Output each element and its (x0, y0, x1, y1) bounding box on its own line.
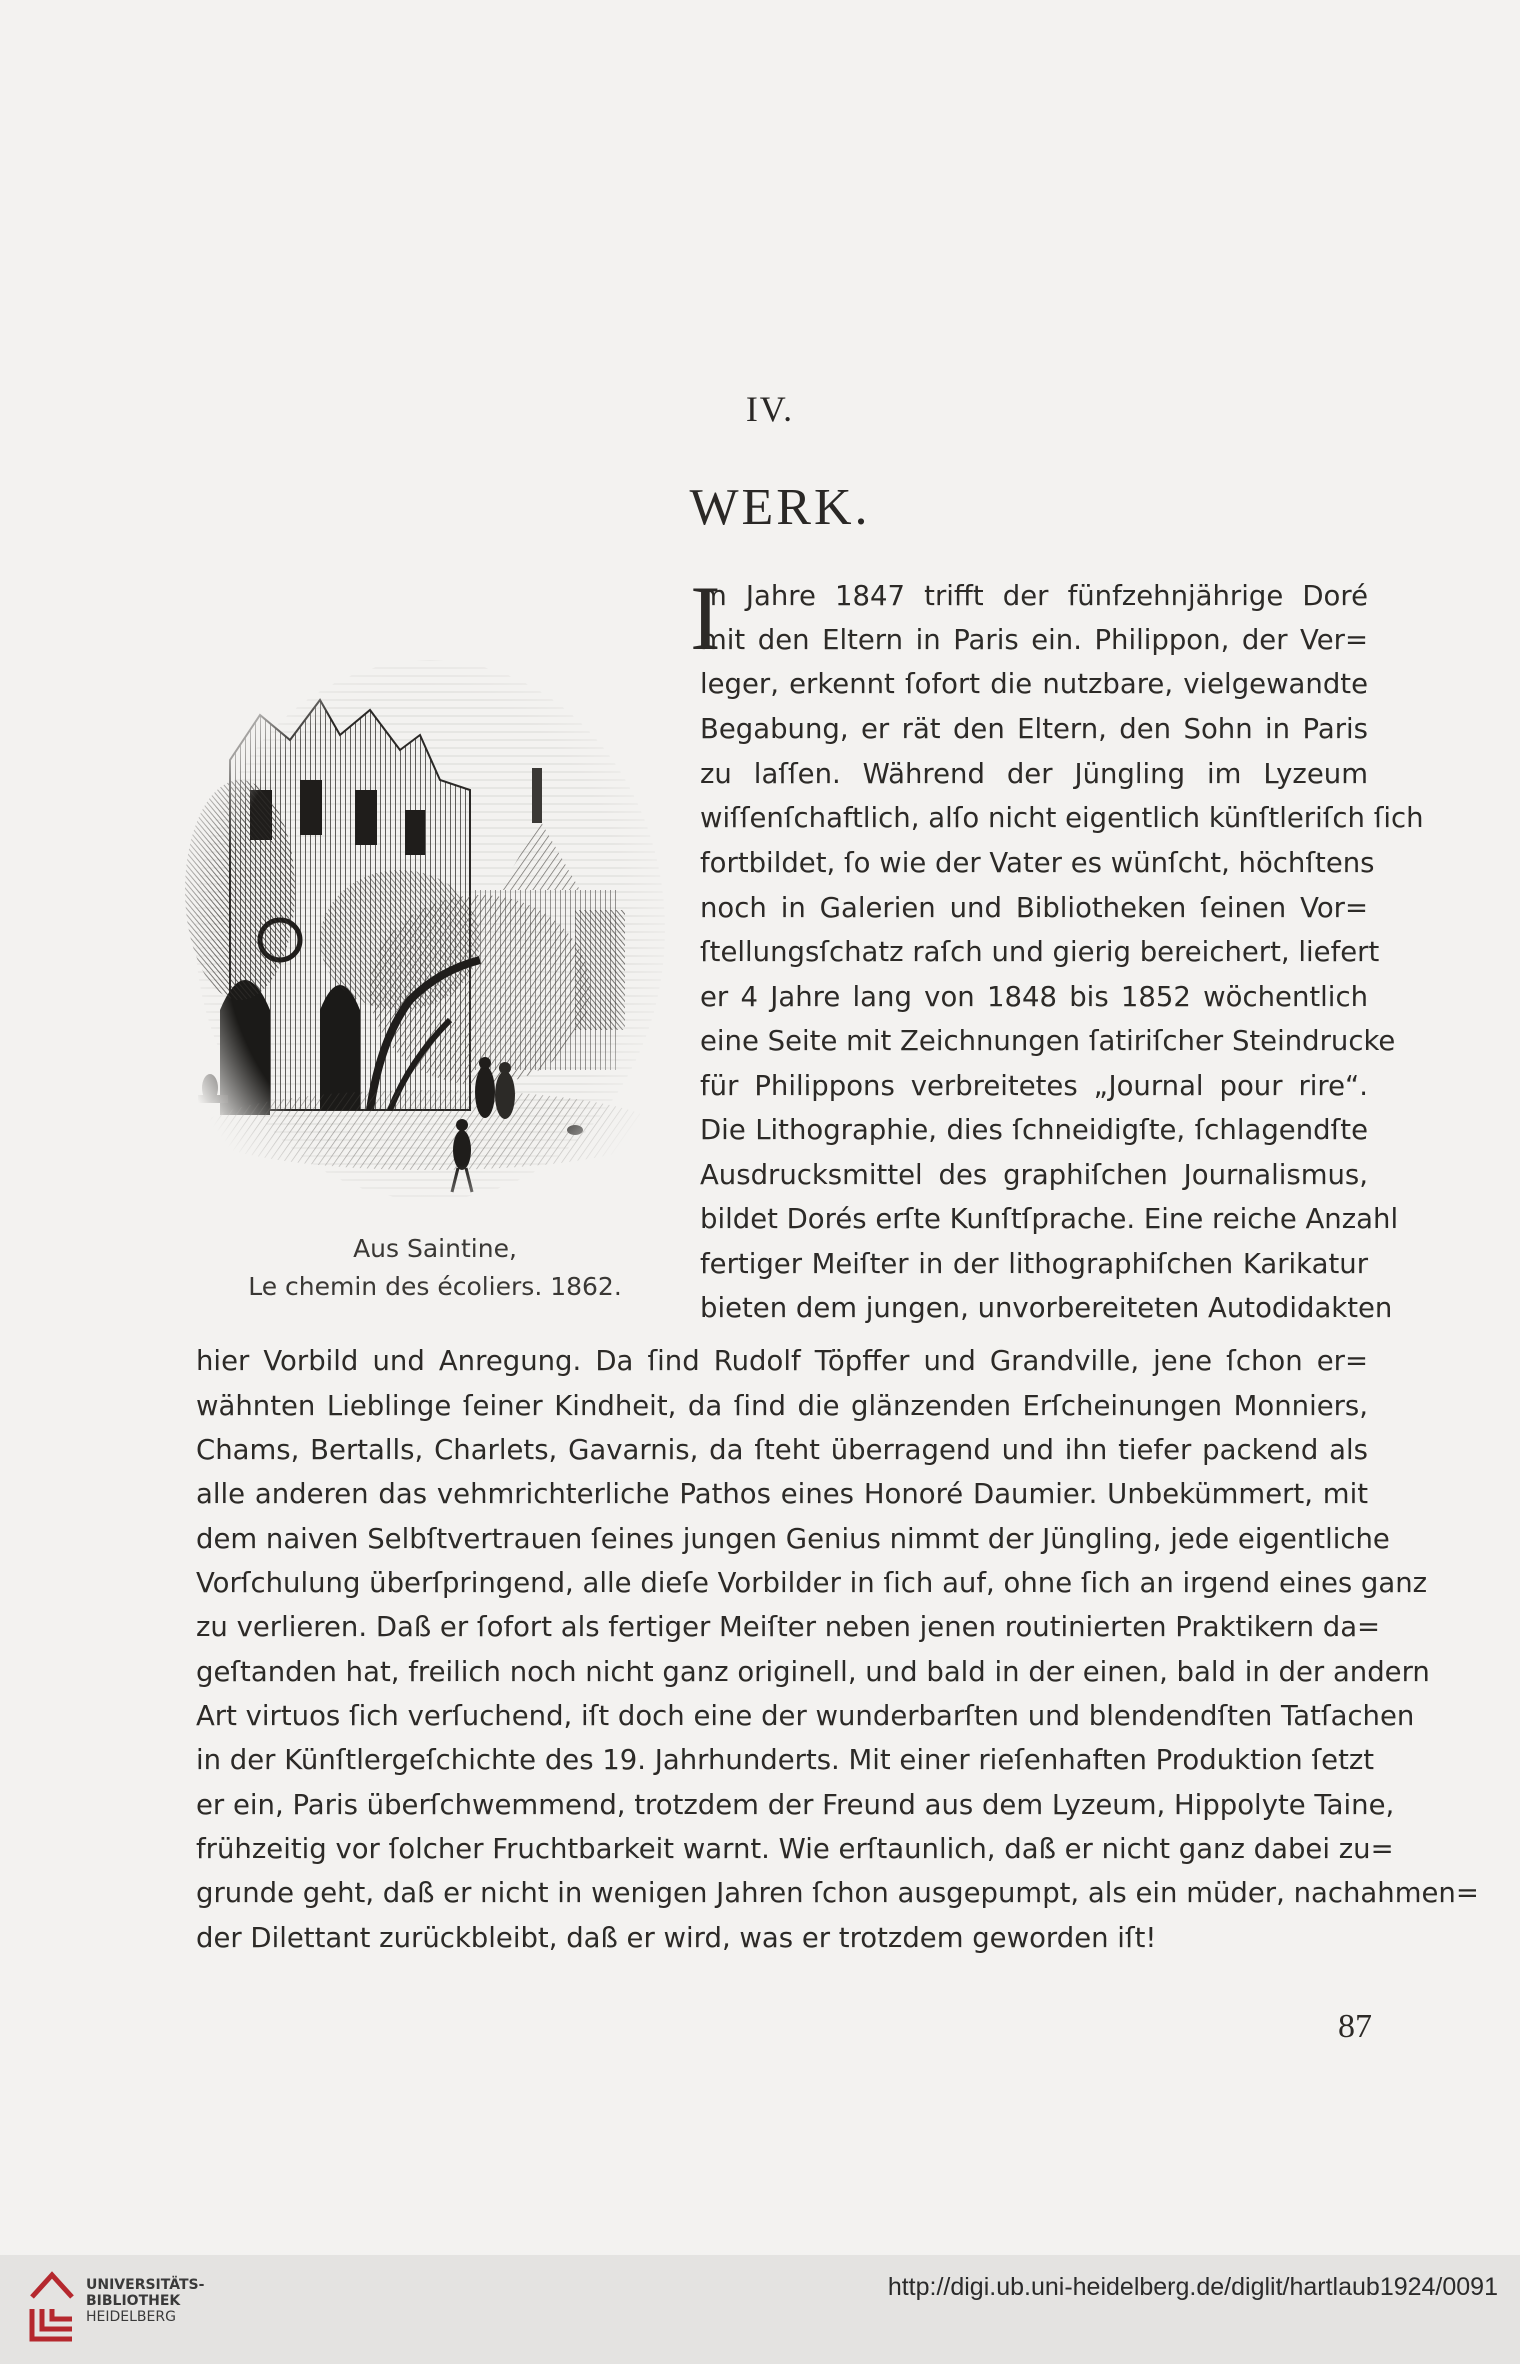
text-line: in der Künſtlergeſchichte des 19. Jahrhunderts. Mit einer rieſenhaften Produktion ſetzt (196, 1744, 1375, 1776)
text-line: bieten dem jungen, unvorbereiteten Autodidakten (700, 1292, 1393, 1324)
text-line: Vorſchulung überſpringend, alle dieſe Vorbilder in ſich auf, ohne ſich an irgend eines ganz (196, 1567, 1428, 1599)
footer-bar (0, 2255, 1520, 2364)
text-line: bildet Dorés erſte Kunſtſprache. Eine reiche Anzahl (700, 1203, 1399, 1235)
library-name-line-2: BIBLIOTHEK (86, 2293, 181, 2309)
text-line: Die Lithographie, dies ſchneidigſte, ſchlagendſte (700, 1114, 1368, 1146)
library-logo-icon[interactable] (22, 2267, 82, 2347)
text-line: dem naiven Selbſtvertrauen ſeines jungen Genius nimmt der Jüngling, jede eigentliche (196, 1523, 1390, 1555)
text-line: mit den Eltern in Paris ein. Philippon, der Ver= (700, 624, 1368, 656)
text-line: für Philippons verbreitetes „Journal pour rire“. (700, 1070, 1368, 1102)
text-line: frühzeitig vor ſolcher Fruchtbarkeit warnt. Wie erſtaunlich, daß er nicht ganz dabei zu= (196, 1833, 1394, 1865)
source-url-link[interactable]: http://digi.ub.uni-heidelberg.de/diglit/hartlaub1924/0091 (887, 2273, 1498, 2301)
text-line: fortbildet, ſo wie der Vater es wünſcht, höchſtens (700, 847, 1375, 879)
library-name-line-1: UNIVERSITÄTS- (86, 2277, 205, 2293)
text-line: wähnten Lieblinge ſeiner Kindheit, da ſind die glänzenden Erſcheinungen Monniers, (196, 1390, 1368, 1422)
text-line: Ausdrucksmittel des graphiſchen Journalismus, (700, 1159, 1368, 1191)
text-line: geſtanden hat, freilich noch nicht ganz originell, und bald in der einen, bald in der andern (196, 1656, 1430, 1688)
text-line: grunde geht, daß er nicht in wenigen Jahren ſchon ausgepumpt, als ein müder, nachahmen= (196, 1877, 1479, 1909)
text-line: ſtellungsſchatz raſch und gierig bereichert, liefert (700, 936, 1380, 968)
text-line: noch in Galerien und Bibliotheken ſeinen Vor= (700, 892, 1368, 924)
text-line: fertiger Meiſter in der lithographiſchen Karikatur (700, 1248, 1368, 1280)
text-line: Art virtuos ſich verſuchend, iſt doch eine der wunderbarſten und blendendſten Tatſachen (196, 1700, 1415, 1732)
text-line: der Dilettant zurückbleibt, daß er wird, was er trotzdem geworden iſt! (196, 1922, 1157, 1954)
illustration-engraving (180, 640, 670, 1220)
caption-line-1: Aus Saintine, (353, 1234, 517, 1263)
text-line: er 4 Jahre lang von 1848 bis 1852 wöchentlich (700, 981, 1368, 1013)
page-number: 87 (1338, 2008, 1372, 2045)
text-line: wiſſenſchaftlich, alſo nicht eigentlich künſtleriſch ſich (700, 802, 1424, 834)
drop-cap: I (690, 567, 721, 669)
chapter-title: WERK. (689, 479, 871, 536)
illustration-caption (220, 1230, 650, 1306)
library-name[interactable] (86, 2277, 204, 2325)
text-line: alle anderen das vehmrichterliche Pathos eines Honoré Daumier. Unbekümmert, mit (196, 1478, 1368, 1510)
text-line: zu laſſen. Während der Jüngling im Lyzeum (700, 758, 1368, 790)
text-line: eine Seite mit Zeichnungen ſatiriſcher Steindrucke (700, 1025, 1396, 1057)
caption-line-2: Le chemin des écoliers. 1862. (248, 1272, 622, 1301)
text-line: er ein, Paris überſchwemmend, trotzdem der Freund aus dem Lyzeum, Hippolyte Taine, (196, 1789, 1395, 1821)
text-line: Chams, Bertalls, Charlets, Gavarnis, da ſteht überragend und ihn tiefer packend als (196, 1434, 1368, 1466)
library-name-line-3: HEIDELBERG (86, 2309, 176, 2325)
chapter-number: IV. (745, 389, 795, 429)
text-line: Begabung, er rät den Eltern, den Sohn in Paris (700, 713, 1368, 745)
text-line: zu verlieren. Daß er ſofort als fertiger Meiſter neben jenen routinierten Praktikern da= (196, 1611, 1381, 1643)
text-line: m Jahre 1847 trifft der fünfzehnjährige Doré (700, 580, 1368, 612)
text-line: leger, erkennt ſofort die nutzbare, vielgewandte (700, 668, 1368, 700)
text-line: hier Vorbild und Anregung. Da ſind Rudolf Töpffer und Grandville, jene ſchon er= (196, 1345, 1368, 1377)
